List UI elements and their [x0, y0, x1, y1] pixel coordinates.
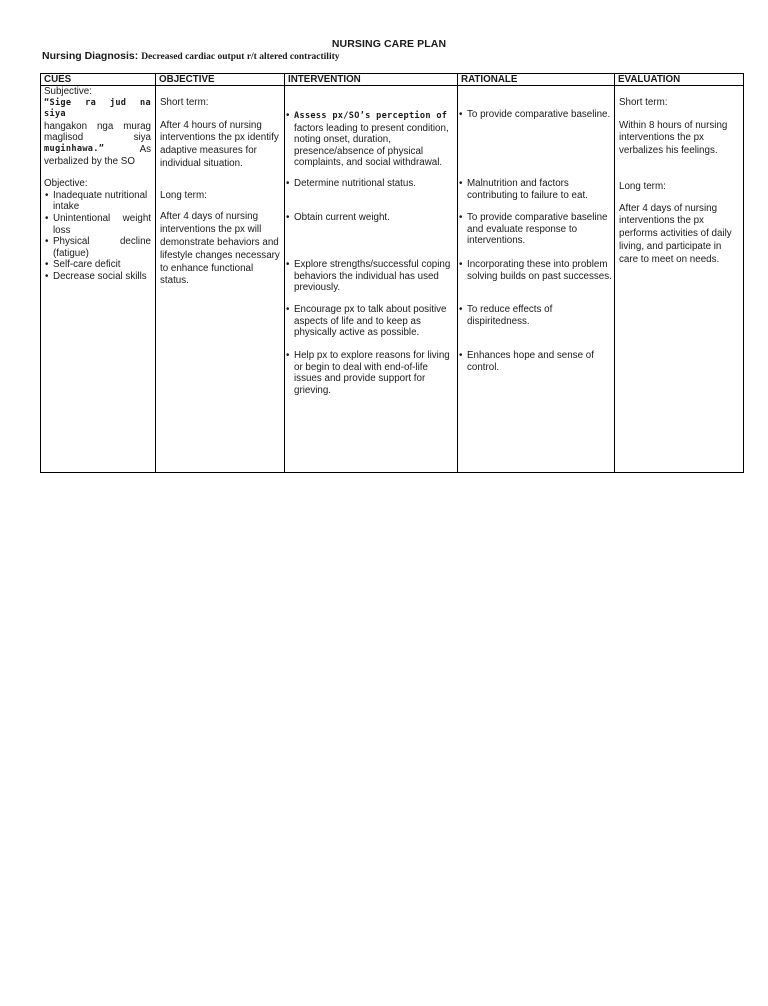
cues-column	[41, 74, 156, 472]
subjective-quote	[44, 98, 151, 168]
rationale-header: RATIONALE	[458, 74, 614, 86]
rationale-item	[458, 304, 614, 327]
intervention-text: • Determine nutritional status.	[285, 178, 457, 190]
intervention-header: INTERVENTION	[285, 74, 457, 86]
quote-word: siya	[133, 132, 151, 144]
intervention-item	[285, 110, 457, 169]
intervention-item	[285, 178, 457, 190]
objective-cues-label: Objective:	[44, 178, 88, 190]
objective-long-label: Long term:	[160, 189, 207, 201]
objective-cues-list	[44, 190, 151, 283]
evaluation-short-text: Within 8 hours of nursing interventions the px verbalizes his feelings.	[619, 119, 728, 157]
quote-line: verbalized by the SO	[44, 155, 135, 167]
intervention-text: factors leading to present condition, noting onset, duration, presence/absence of physical complaints, and social withdrawal.	[294, 122, 449, 169]
evaluation-column	[615, 74, 743, 472]
rationale-text: • Enhances hope and sense of control.	[458, 350, 614, 373]
evaluation-long-text: After 4 days of nursing interventions the px performs activities of daily living, and participate in care to meet on needs.	[619, 202, 732, 265]
intervention-text: • Encourage px to talk about positive aspects of life and to keep as physically active as possible.	[285, 304, 457, 339]
objective-column	[156, 74, 285, 472]
diagnosis-label: Nursing Diagnosis:	[42, 50, 139, 62]
quote-line	[44, 132, 151, 144]
document-title: NURSING CARE PLAN	[331, 38, 447, 50]
quote-line: hangakon nga murag	[44, 120, 151, 132]
intervention-column	[285, 74, 458, 472]
quote-line	[44, 144, 151, 156]
intervention-item	[285, 304, 457, 339]
intervention-item	[285, 212, 457, 224]
rationale-item	[458, 350, 614, 373]
quote-word: As	[139, 143, 151, 155]
rationale-column	[458, 74, 615, 472]
intervention-lead: Assess px/SO’s perception of	[294, 111, 448, 121]
rationale-text: • Malnutrition and factors contributing to failure to eat.	[458, 178, 614, 201]
rationale-item	[458, 178, 614, 201]
rationale-item	[458, 259, 614, 282]
intervention-item	[285, 350, 457, 396]
intervention-item	[285, 259, 457, 294]
quote-word: muginhawa.”	[44, 143, 105, 154]
evaluation-short-label: Short term:	[619, 97, 668, 108]
rationale-item	[458, 109, 614, 121]
quote-word: maglisod	[44, 132, 84, 144]
list-item: • Unintentional weight loss	[44, 213, 151, 236]
cues-header: CUES	[41, 74, 155, 86]
rationale-text: • To provide comparative baseline and evaluate response to interventions.	[458, 212, 614, 247]
objective-long-text: After 4 days of nursing interventions the px will demonstrate behaviors and lifestyle changes necessary to enhance functional status.	[160, 211, 280, 287]
list-item: • Physical decline (fatigue)	[44, 236, 151, 259]
objective-short-label: Short term:	[160, 97, 209, 108]
evaluation-header: EVALUATION	[615, 74, 743, 86]
intervention-text: • Help px to explore reasons for living or begin to deal with end-of-life issues and provide support for grieving.	[285, 350, 457, 396]
rationale-text: • To provide comparative baseline.	[458, 109, 614, 121]
list-item: • Self-care deficit	[44, 259, 151, 271]
care-plan-table	[40, 73, 744, 473]
evaluation-long-label: Long term:	[619, 180, 666, 192]
objective-short-text: After 4 hours of nursing interventions the px identify adaptive measures for individual situation.	[160, 119, 279, 169]
intervention-text: • Explore strengths/successful coping behaviors the individual has used previously.	[285, 259, 457, 294]
rationale-text: • Incorporating these into problem solving builds on past successes.	[458, 259, 614, 282]
objective-header: OBJECTIVE	[156, 74, 284, 86]
rationale-text: • To reduce effects of dispiritedness.	[458, 304, 614, 327]
diagnosis-value: Decreased cardiac output r/t altered contractility	[141, 52, 340, 62]
list-item: • Inadequate nutritional intake	[44, 190, 151, 213]
subjective-label: Subjective:	[44, 86, 92, 97]
quote-line: “Sige ra jud na siya	[44, 97, 151, 120]
list-item: • Decrease social skills	[44, 271, 151, 283]
nursing-diagnosis	[42, 50, 340, 62]
intervention-text: • Obtain current weight.	[285, 212, 457, 224]
rationale-item	[458, 212, 614, 247]
